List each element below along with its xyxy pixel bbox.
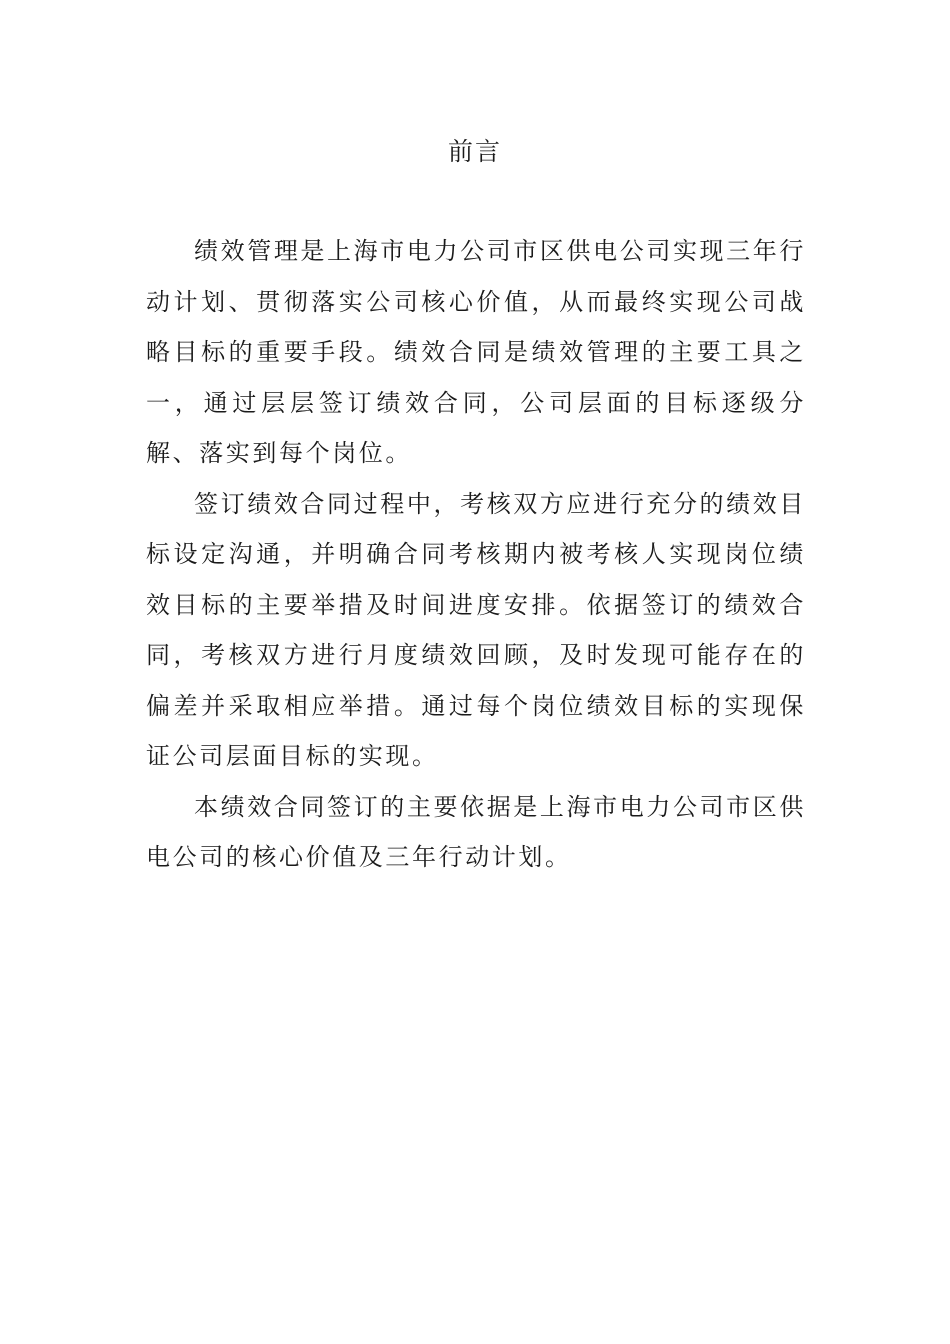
paragraph-1: 绩效管理是上海市电力公司市区供电公司实现三年行动计划、贯彻落实公司核心价值，从而最终实现公司战略目标的重要手段。绩效合同是绩效管理的主要工具之一，通过层层签订绩效合同，公司层面的目标逐级分解、落实到每个岗位。 <box>146 237 806 467</box>
page-title: 前言 <box>447 137 502 166</box>
paragraph-2: 签订绩效合同过程中，考核双方应进行充分的绩效目标设定沟通，并明确合同考核期内被考核人实现岗位绩效目标的主要举措及时间进度安排。依据签订的绩效合同，考核双方进行月度绩效回顾，及时发现可能存在的偏差并采取相应举措。通过每个岗位绩效目标的实现保证公司层面目标的实现。 <box>146 489 806 770</box>
paragraph-3: 本绩效合同签订的主要依据是上海市电力公司市区供电公司的核心价值及三年行动计划。 <box>146 792 806 871</box>
document-body <box>146 226 806 883</box>
